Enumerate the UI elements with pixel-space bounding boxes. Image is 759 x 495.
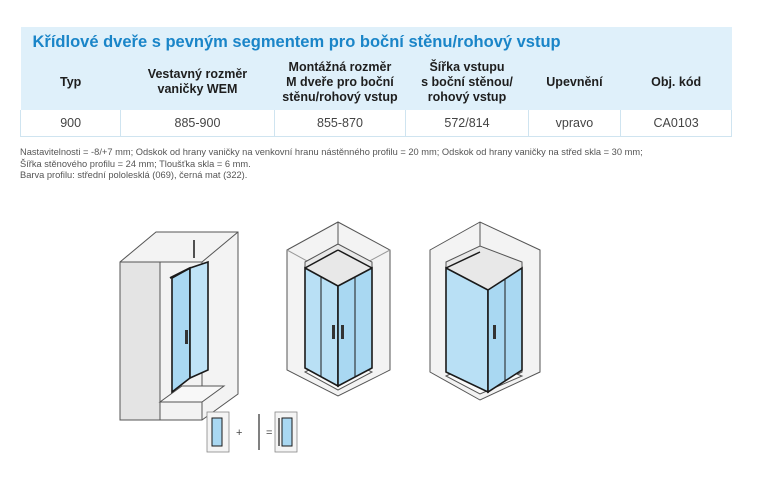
product-title: Křídlové dveře s pevným segmentem pro boční stěnu/rohový vstup <box>21 27 732 54</box>
note-line: Barva profilu: střední pololesklá (069), černá mat (322). <box>20 170 248 180</box>
illustration-fixed-segment <box>430 222 540 400</box>
cell-kod: CA0103 <box>621 110 732 137</box>
col-header-sirka: Šířka vstupu s boční stěnou/ rohový vstup <box>406 54 528 110</box>
col-header-kod: Obj. kód <box>621 54 732 110</box>
illustration-corner <box>287 222 390 396</box>
note-line: Šířka stěnového profilu = 24 mm; Tloušťka skla = 6 mm. <box>20 158 251 169</box>
cell-sirka: 572/814 <box>406 110 528 137</box>
cell-montazni: 855-870 <box>274 110 406 137</box>
equals-symbol: = <box>266 427 273 439</box>
col-header-typ: Typ <box>21 54 121 110</box>
illustration-side-wall <box>120 232 238 420</box>
col-header-upevneni: Upevnění <box>528 54 621 110</box>
plus-symbol: + <box>236 427 243 439</box>
cell-upevneni: vpravo <box>528 110 621 137</box>
cell-vanicka: 885-900 <box>121 110 274 137</box>
assembly-legend <box>207 412 297 452</box>
cell-typ: 900 <box>21 110 121 137</box>
note-line: Nastavitelnosti = -8/+7 mm; Odskok od hrany vaničky na venkovní hranu nástěnného profilu = 20 mm; Odskok od hrany vaničky na střed skla = 30 mm; <box>20 147 643 157</box>
col-header-montazni: Montážná rozměr M dveře pro boční stěnu/rohový vstup <box>274 54 406 110</box>
col-header-vanicka: Vestavný rozměr vaničky WEM <box>121 54 274 110</box>
